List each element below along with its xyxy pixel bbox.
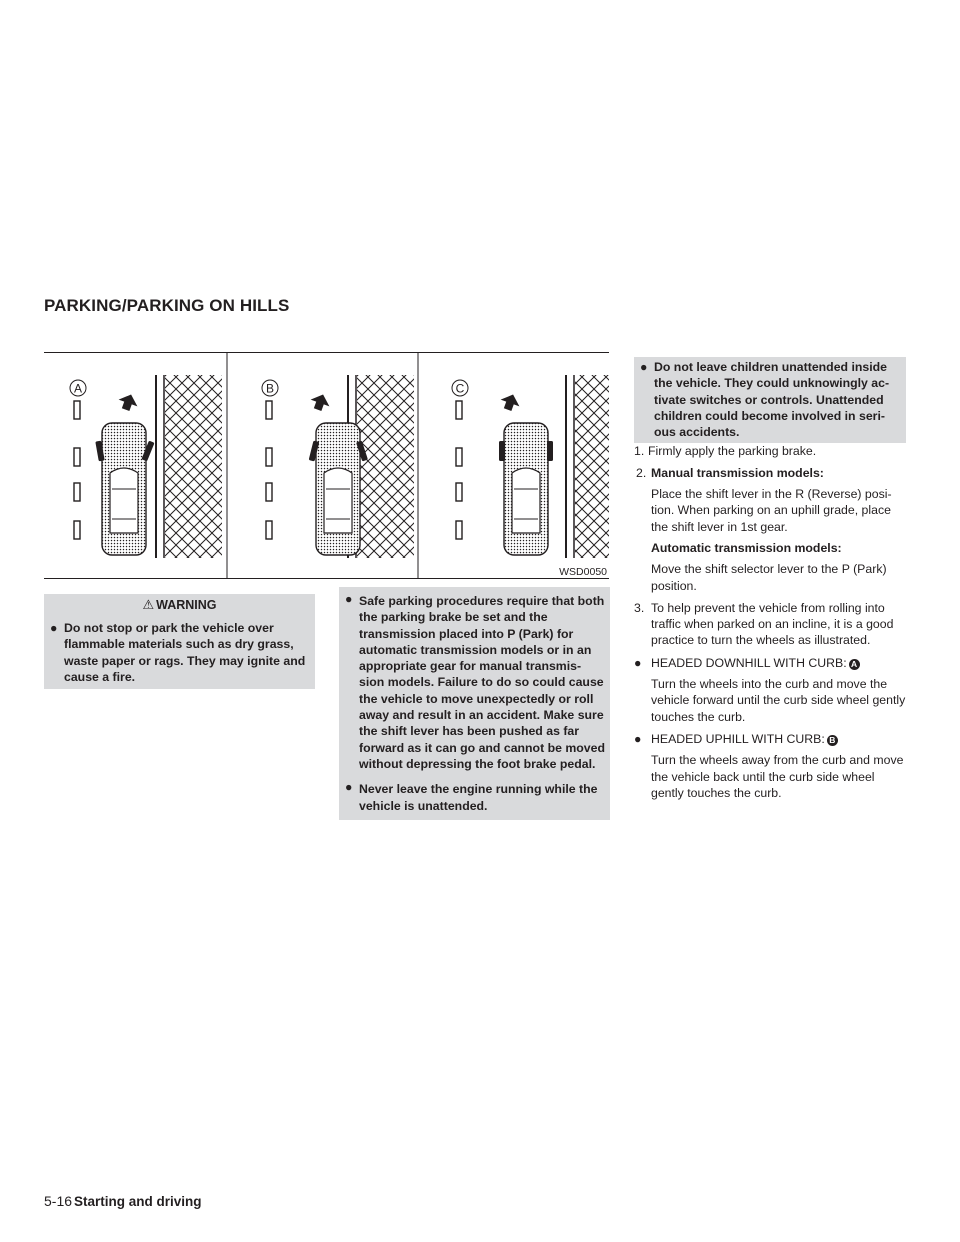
car-cabin xyxy=(512,468,540,533)
lane-mark xyxy=(74,401,80,419)
lane-mark xyxy=(74,448,80,466)
lane-mark xyxy=(456,483,462,501)
lane-mark xyxy=(266,521,272,539)
car-cabin xyxy=(110,468,138,533)
direction-arrow-icon xyxy=(308,391,332,413)
step-1: 1. Firmly apply the parking brake. xyxy=(634,444,817,459)
panel-a xyxy=(70,375,222,558)
curb-area xyxy=(357,375,414,558)
panel-label: C xyxy=(455,381,465,396)
warning-column-1 xyxy=(44,594,315,689)
callout-a-icon: A xyxy=(849,659,860,670)
lane-mark xyxy=(74,483,80,501)
lane-mark xyxy=(266,483,272,501)
warning-triangle-icon: ⚠ xyxy=(142,597,155,612)
step-2: 2. Manual transmission models: Place the shift lever in the R (Reverse) posi-tion. When parking on an uphill grade, place the shift lever in 1st gear. Automatic transmission models: Move the shift selector lever to the P (Park) position. xyxy=(634,465,906,594)
roadside-area xyxy=(575,375,609,558)
warning-box-continued xyxy=(339,587,610,820)
front-left-wheel xyxy=(499,441,505,461)
bullet-icon: ● xyxy=(640,360,648,374)
parking-illustration xyxy=(44,352,609,579)
warning-box xyxy=(44,594,315,689)
car-cabin xyxy=(324,468,352,533)
warning-item: ● Do not stop or park the vehicle over flammable materials such as dry grass, waste paper or rags. They may ignite and cause a fire. xyxy=(50,621,306,684)
chapter-name: Starting and driving xyxy=(74,1194,202,1209)
manual-heading: Manual transmission models: xyxy=(651,465,824,480)
step-3: 3. To help prevent the vehicle from rolling into traffic when parked on an incline, it is a good practice to turn the wheels as illustrated. xyxy=(634,600,894,648)
downhill-item: ● HEADED DOWNHILL WITH CURB: A Turn the wheels into the curb and move the vehicle forward until the curb side wheel gently touches the curb. xyxy=(634,655,906,724)
figure-code: WSD0050 xyxy=(556,565,609,578)
lane-mark xyxy=(456,521,462,539)
uphill-item: ● HEADED UPHILL WITH CURB: B Turn the wheels away from the curb and move the vehicle back until the curb side wheel gently touches the curb. xyxy=(634,731,904,800)
callout-b-icon: B xyxy=(827,735,838,746)
warning-box-end xyxy=(634,357,906,443)
lane-mark xyxy=(456,401,462,419)
warning-heading: ⚠ WARNING xyxy=(142,597,217,612)
lane-mark xyxy=(266,401,272,419)
instructions-column xyxy=(634,357,906,801)
lane-mark xyxy=(74,521,80,539)
warning-item: ● Do not leave children unattended inside the vehicle. They could unknowingly ac-tivate switches or controls. Unattended children could become involved in seri-ous accidents. xyxy=(640,360,890,440)
curb-area xyxy=(165,375,222,558)
bullet-icon: ● xyxy=(634,655,642,670)
automatic-heading: Automatic transmission models: xyxy=(651,540,842,555)
lane-mark xyxy=(456,448,462,466)
bullet-icon: ● xyxy=(345,592,353,606)
page-number: 5-16 xyxy=(44,1193,73,1209)
direction-arrow-icon xyxy=(498,391,522,413)
warning-item: ● Never leave the engine running while the vehicle is unattended. xyxy=(345,780,598,813)
manual-text: Place the shift lever in the R (Reverse) posi-tion. When parking on an uphill grade, place the shift lever in 1st gear. xyxy=(651,487,892,534)
automatic-text: Move the shift selector lever to the P (Park) position. xyxy=(651,562,887,593)
bullet-icon: ● xyxy=(634,731,642,746)
front-right-wheel xyxy=(547,441,553,461)
warning-column-2 xyxy=(339,587,610,820)
bullet-icon: ● xyxy=(345,780,353,795)
panel-label: B xyxy=(265,381,275,396)
panel-c xyxy=(452,375,609,558)
warning-item: ● Safe parking procedures require that both the parking brake be set and the transmission placed into P (Park) for automatic transmission models or in an appropriate gear for manual transmis-sion models. Failure to do so could cause the vehicle to move unexpectedly or roll away and result in an accident. Make sure the shift lever has been pushed as far forward as it can go and cannot be moved without depressing the foot brake pedal. xyxy=(345,592,605,771)
section-title: PARKING/PARKING ON HILLS xyxy=(44,296,290,315)
bullet-icon: ● xyxy=(50,621,58,635)
direction-arrow-icon xyxy=(116,391,140,413)
lane-mark xyxy=(266,448,272,466)
page-footer xyxy=(44,1193,202,1209)
panel-label: A xyxy=(73,381,83,396)
panel-b xyxy=(262,375,414,558)
